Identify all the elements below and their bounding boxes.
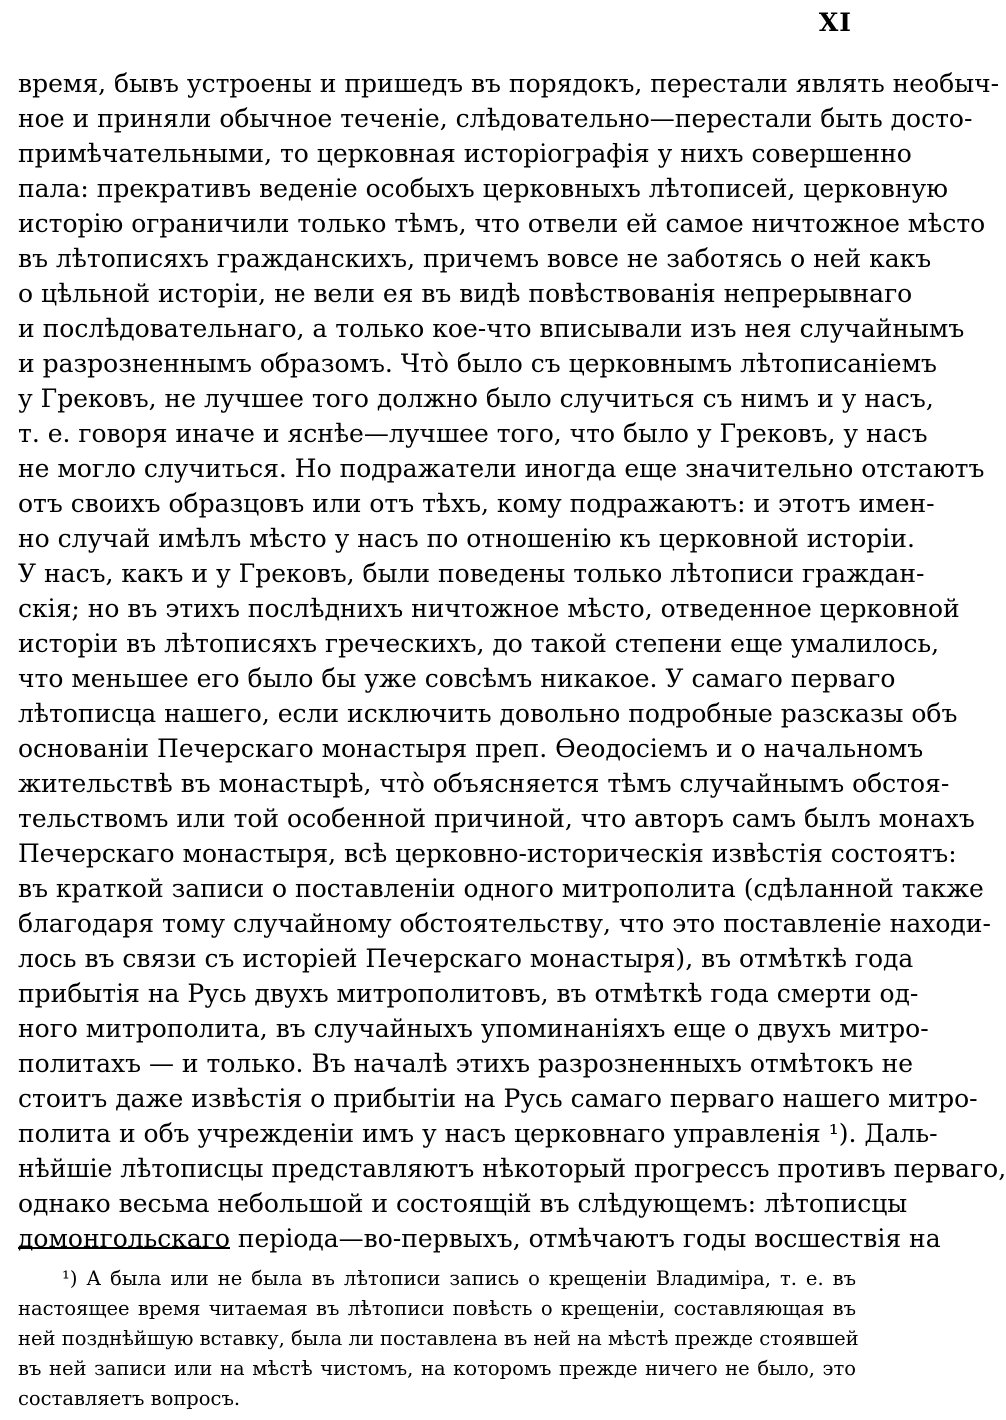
text-line: что меньшее его было бы уже совсѣмъ никакое. У самаго перваго bbox=[18, 664, 896, 693]
text-line: въ краткой записи о поставленіи одного митрополита (сдѣланной также bbox=[18, 874, 984, 903]
text-line: политахъ — и только. Въ началѣ этихъ разрозненныхъ отмѣтокъ не bbox=[18, 1049, 914, 1078]
text-line: У насъ, какъ и у Грековъ, были поведены только лѣтописи граждан- bbox=[18, 559, 925, 588]
text-line: домонгольскаго періода—во-первыхъ, отмѣчаютъ годы восшествія на bbox=[18, 1224, 941, 1253]
text-line: скія; но въ этихъ послѣднихъ ничтожное мѣсто, отведенное церковной bbox=[18, 594, 960, 623]
text-line: не могло случиться. Но подражатели иногда еще значительно отстаютъ bbox=[18, 454, 985, 483]
text-line: и разрозненнымъ образомъ. Что̀ было съ церковнымъ лѣтописаніемъ bbox=[18, 349, 937, 378]
text-line: Печерскаго монастыря, всѣ церковно-историческія извѣстія состоятъ: bbox=[18, 839, 957, 868]
text-line: основаніи Печерскаго монастыря преп. Ѳеодосіемъ и о начальномъ bbox=[18, 734, 924, 763]
text-line: прибытія на Русь двухъ митрополитовъ, въ отмѣткѣ года смерти од- bbox=[18, 979, 919, 1008]
text-line: о цѣльной исторіи, не вели ея въ видѣ повѣствованія непрерывнаго bbox=[18, 279, 913, 308]
text-line: лѣтописца нашего, если исключить довольно подробные разсказы объ bbox=[18, 699, 958, 728]
footnote-divider bbox=[18, 1247, 230, 1249]
text-line: въ лѣтописяхъ гражданскихъ, причемъ вовсе не заботясь о ней какъ bbox=[18, 244, 932, 273]
text-line: время, бывъ устроены и пришедъ въ порядокъ, перестали являть необыч- bbox=[18, 69, 1000, 98]
text-line: ное и приняли обычное теченіе, слѣдовательно—перестали быть досто- bbox=[18, 104, 973, 133]
text-line: ного митрополита, въ случайныхъ упоминаніяхъ еще о двухъ митро- bbox=[18, 1014, 929, 1043]
footnote-line: ней позднѣйшую вставку, была ли поставлена въ ней на мѣстѣ прежде стоявшей bbox=[18, 1327, 859, 1350]
text-line: т. е. говоря иначе и яснѣе—лучшее того, что было у Грековъ, у насъ bbox=[18, 419, 928, 448]
text-line: лось въ связи съ исторіей Печерскаго монастыря), въ отмѣткѣ года bbox=[18, 944, 914, 973]
text-line: у Грековъ, не лучшее того должно было случиться съ нимъ и у насъ, bbox=[18, 384, 934, 413]
text-line: пала: прекративъ веденіе особыхъ церковныхъ лѣтописей, церковную bbox=[18, 174, 949, 203]
text-line: однако весьма небольшой и состоящій въ слѣдующемъ: лѣтописцы bbox=[18, 1189, 908, 1218]
text-line: нѣйшіе лѣтописцы представляютъ нѣкоторый прогрессъ противъ перваго, bbox=[18, 1154, 1006, 1183]
page-number: XI bbox=[818, 8, 852, 37]
footnote-line: ¹) А была или не была въ лѣтописи запись о крещеніи Владиміра, т. е. въ bbox=[62, 1267, 856, 1290]
text-line: но случай имѣлъ мѣсто у насъ по отношенію къ церковной исторіи. bbox=[18, 524, 915, 553]
text-line: полита и объ учрежденіи имъ у насъ церковнаго управленія ¹). Даль- bbox=[18, 1119, 938, 1148]
body-text bbox=[18, 66, 1006, 1256]
footnote-line: въ ней записи или на мѣстѣ чистомъ, на которомъ прежде ничего не было, это bbox=[18, 1357, 856, 1380]
text-line: стоитъ даже извѣстія о прибытіи на Русь самаго перваго нашего митро- bbox=[18, 1084, 978, 1113]
text-line: жительствѣ въ монастырѣ, что̀ объясняется тѣмъ случайнымъ обстоя- bbox=[18, 769, 950, 798]
footnotes bbox=[18, 1264, 859, 1414]
text-line: благодаря тому случайному обстоятельству, что это поставленіе находи- bbox=[18, 909, 991, 938]
footnote-line: настоящее время читаемая въ лѣтописи повѣсть о крещеніи, составляющая въ bbox=[18, 1297, 856, 1320]
text-line: исторію ограничили только тѣмъ, что отвели ей самое ничтожное мѣсто bbox=[18, 209, 986, 238]
text-line: отъ своихъ образцовъ или отъ тѣхъ, кому подражаютъ: и этотъ имен- bbox=[18, 489, 935, 518]
footnote-line: составляетъ вопросъ. bbox=[18, 1387, 241, 1410]
text-line: тельствомъ или той особенной причиной, что авторъ самъ былъ монахъ bbox=[18, 804, 975, 833]
text-line: и послѣдовательнаго, а только кое-что вписывали изъ нея случайнымъ bbox=[18, 314, 965, 343]
text-line: примѣчательными, то церковная исторіографія у нихъ совершенно bbox=[18, 139, 912, 168]
text-line: исторіи въ лѣтописяхъ греческихъ, до такой степени еще умалилось, bbox=[18, 629, 940, 658]
